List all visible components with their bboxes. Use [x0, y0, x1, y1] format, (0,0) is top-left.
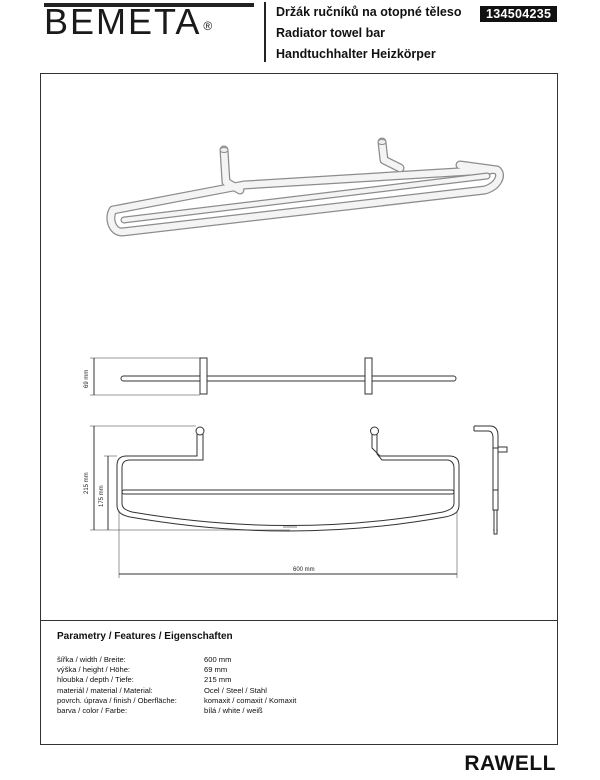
param-value: komaxit / comaxit / Komaxit: [204, 695, 297, 705]
dim-depth-inner-label: 175 mm: [99, 485, 105, 507]
param-label: povrch. úprava / finish / Oberfläche:: [57, 695, 177, 705]
param-label: šířka / width / Breite:: [57, 655, 126, 664]
param-label: výška / height / Höhe:: [57, 665, 131, 675]
title-en: Radiator towel bar: [276, 26, 386, 40]
param-row-depth: [57, 675, 296, 685]
section-divider: [40, 620, 558, 621]
dim-depth-outer-label: 215 mm: [84, 472, 90, 494]
param-value: Ocel / Steel / Stahl: [204, 685, 267, 695]
top-view: [90, 426, 459, 578]
dim-height-label: 69 mm: [84, 369, 90, 388]
param-label: materiál / material / Material:: [57, 685, 153, 695]
param-row-material: [57, 686, 296, 696]
param-row-width: [57, 655, 296, 665]
param-value: bílá / white / weiß: [204, 706, 263, 716]
parameters-title: Parametry / Features / Eigenschaften: [57, 631, 233, 642]
param-label: hloubka / depth / Tiefe:: [57, 675, 134, 685]
series-name: RAWELL: [464, 752, 556, 775]
title-de: Handtuchhalter Heizkörper: [276, 47, 436, 61]
logo-text: BEMETA: [44, 1, 202, 42]
registered-mark: ®: [203, 19, 215, 33]
param-row-height: [57, 665, 296, 675]
param-value: 600 mm: [204, 655, 232, 664]
dim-width-label: 600 mm: [293, 567, 315, 573]
side-view: [474, 426, 507, 534]
product-render-3d: [111, 140, 500, 233]
parameters-table: [57, 655, 296, 716]
product-code: 134504235: [480, 6, 557, 22]
param-label: barva / color / Farbe:: [57, 706, 128, 716]
front-view: [90, 358, 456, 395]
param-value: 69 mm: [204, 665, 228, 675]
param-value: 215 mm: [204, 675, 232, 685]
title-cz: Držák ručníků na otopné těleso: [276, 5, 462, 19]
param-row-finish: [57, 696, 296, 706]
param-row-color: [57, 706, 296, 716]
